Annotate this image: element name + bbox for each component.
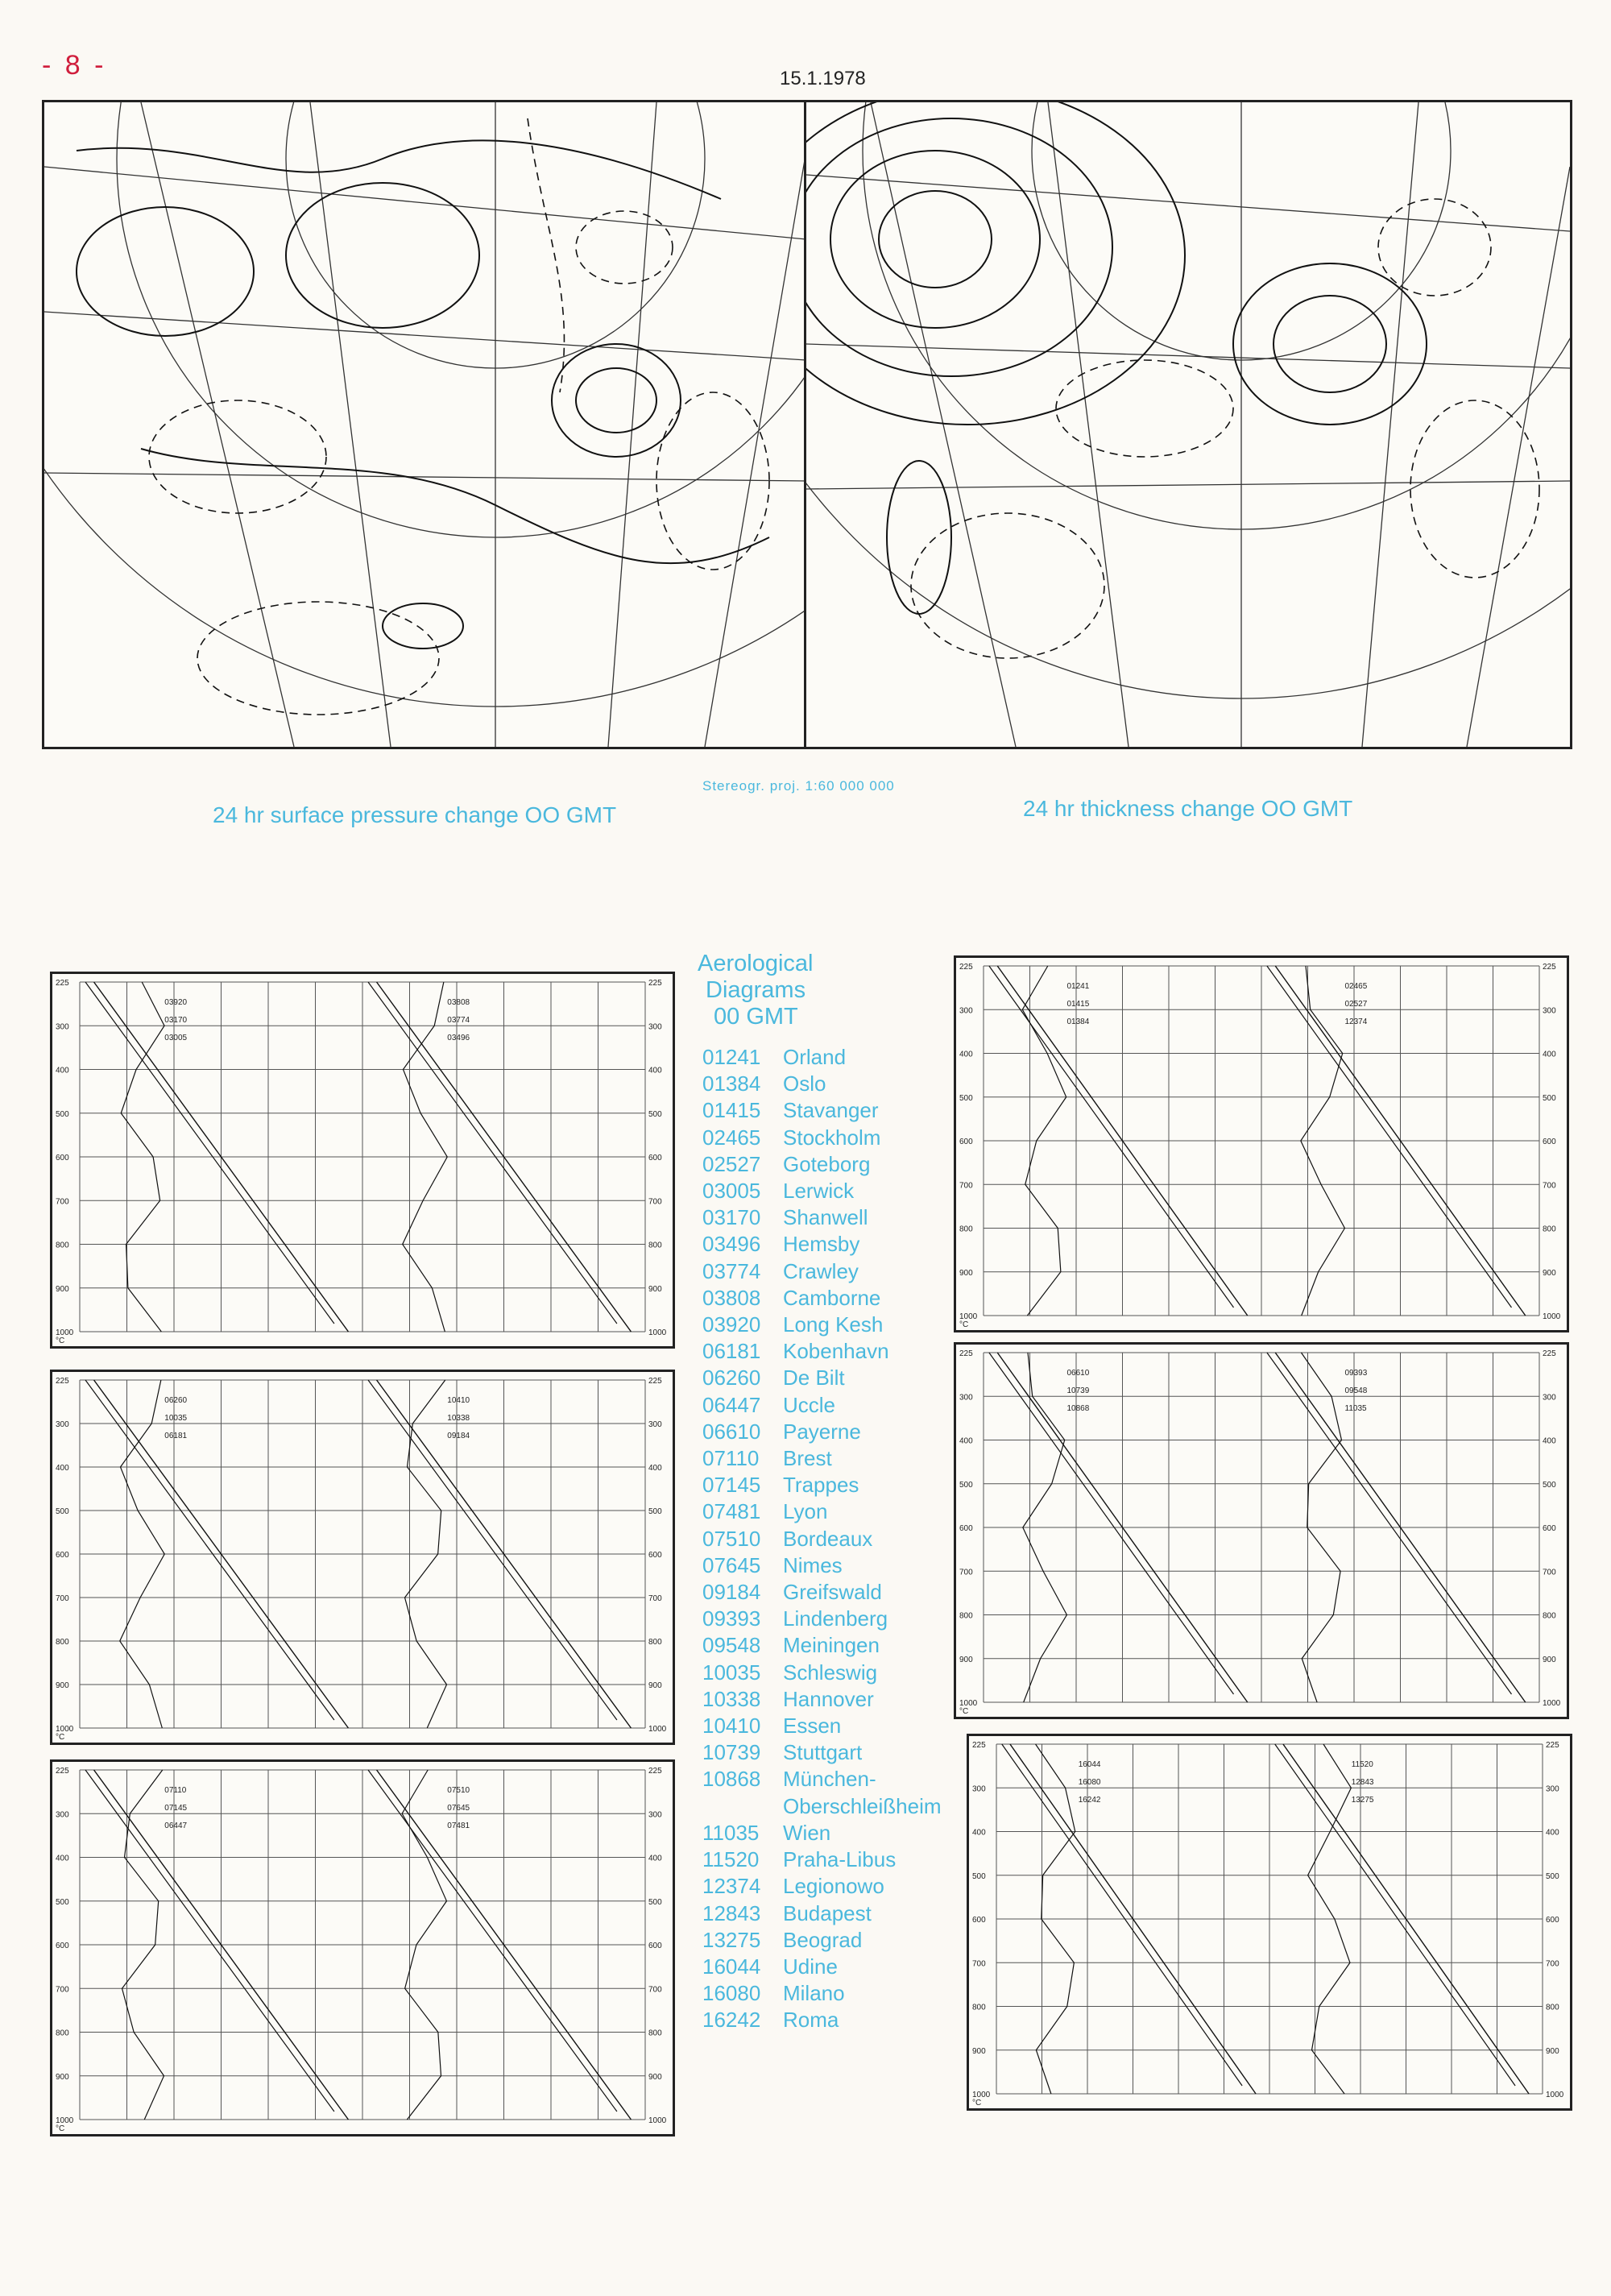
pressure-tick-label: 1000 <box>56 1328 74 1337</box>
pressure-tick-label: 500 <box>648 1507 662 1516</box>
pressure-tick-label: 500 <box>648 1109 662 1119</box>
station-name: Goteborg <box>783 1151 871 1176</box>
pressure-tick-label: 300 <box>56 1022 69 1032</box>
pressure-tick-label: 300 <box>959 1006 973 1016</box>
pressure-tick-label: 800 <box>56 2029 69 2038</box>
pressure-tick-label: 500 <box>959 1480 973 1490</box>
diagram-station-code: 06447 <box>164 1821 188 1830</box>
aerological-diagram-2 <box>50 1370 675 1745</box>
pressure-tick-label: 300 <box>972 1784 986 1794</box>
thickness-change-map <box>804 100 1572 749</box>
pressure-tick-label: 700 <box>959 1181 973 1191</box>
pressure-tick-label: 800 <box>56 1638 69 1647</box>
station-code: 09548 <box>702 1633 761 1658</box>
pressure-tick-label: 700 <box>1543 1568 1556 1577</box>
unit-label: °C <box>959 1320 969 1329</box>
aerological-diagram-5 <box>954 1342 1569 1719</box>
pressure-tick-label: 800 <box>972 2003 986 2012</box>
diagram-station-code: 16080 <box>1078 1778 1101 1787</box>
pressure-tick-label: 500 <box>56 1897 69 1907</box>
legend-title-line-1: Aerological <box>698 951 814 976</box>
pressure-tick-label: 225 <box>648 979 662 988</box>
diagram-station-code: 03808 <box>447 998 470 1007</box>
station-list-item <box>702 1178 942 1204</box>
dewpoint-curve <box>368 982 617 1324</box>
station-name: Praha-Libus <box>783 1847 897 1872</box>
station-list-item <box>702 1873 942 1900</box>
pressure-tick-label: 300 <box>648 1810 662 1820</box>
station-code: 07110 <box>702 1446 760 1471</box>
station-name: Schleswig <box>783 1660 878 1685</box>
station-code: 02465 <box>702 1125 761 1150</box>
diagram-station-code: 01241 <box>1066 982 1090 991</box>
dewpoint-curve <box>368 1770 617 2112</box>
pressure-tick-label: 1000 <box>959 1312 978 1321</box>
station-name: Nimes <box>783 1552 843 1577</box>
station-code: 03808 <box>702 1285 761 1310</box>
station-list-item <box>702 1338 942 1365</box>
pressure-tick-label: 700 <box>56 1985 69 1995</box>
station-code: 03920 <box>702 1312 761 1337</box>
station-list-item <box>702 1660 942 1686</box>
unit-label: °C <box>56 2124 65 2133</box>
station-code: 12374 <box>702 1874 761 1899</box>
station-code: 06260 <box>702 1366 761 1390</box>
diagram-station-code: 01384 <box>1066 1017 1090 1026</box>
pressure-tick-label: 225 <box>972 1741 986 1750</box>
station-code: 01384 <box>702 1071 761 1096</box>
station-code: 03005 <box>702 1179 761 1204</box>
pressure-tick-label: 600 <box>56 1551 69 1560</box>
station-code: 09184 <box>702 1580 761 1605</box>
pressure-tick-label: 1000 <box>648 1725 667 1734</box>
thickness-change-map-graphic <box>806 102 1570 747</box>
pressure-tick-label: 700 <box>648 1594 662 1603</box>
unit-label: °C <box>56 1733 65 1742</box>
diagram-station-code: 07510 <box>447 1786 470 1795</box>
pressure-tick-label: 600 <box>648 1551 662 1560</box>
station-list-item <box>702 1713 942 1739</box>
pressure-tick-label: 400 <box>648 1066 662 1075</box>
pressure-tick-label: 1000 <box>972 2091 991 2099</box>
pressure-tick-label: 300 <box>56 1420 69 1429</box>
station-name: Lindenberg <box>783 1606 888 1631</box>
diagram-station-code: 11035 <box>1344 1404 1367 1413</box>
station-name: Payerne <box>783 1419 861 1444</box>
station-list-item <box>702 1365 942 1391</box>
diagram-station-code: 10035 <box>164 1414 188 1423</box>
diagram-1-graphic <box>52 974 673 1346</box>
dewpoint-curve <box>85 1380 334 1720</box>
station-code: 10739 <box>702 1740 761 1765</box>
diagram-station-code: 03496 <box>447 1034 470 1042</box>
station-code: 16044 <box>702 1954 761 1979</box>
aerological-diagram-1 <box>50 972 675 1349</box>
station-list-item <box>702 1846 942 1873</box>
diagram-station-code: 07645 <box>447 1804 470 1813</box>
dewpoint-curve <box>1002 1744 1242 2086</box>
pressure-tick-label: 300 <box>648 1022 662 1032</box>
station-name: Oberschleißheim <box>783 1793 942 1818</box>
station-code: 07481 <box>702 1499 761 1524</box>
station-list-item <box>702 1392 942 1419</box>
pressure-tick-label: 400 <box>972 1828 986 1838</box>
pressure-tick-label: 300 <box>1546 1784 1559 1794</box>
page-date: 15.1.1978 <box>780 68 866 89</box>
station-name: Lerwick <box>783 1179 855 1204</box>
station-list-item <box>702 2007 942 2033</box>
pressure-tick-label: 700 <box>1546 1959 1559 1969</box>
pressure-tick-label: 900 <box>648 2072 662 2082</box>
pressure-tick-label: 400 <box>56 1854 69 1863</box>
pressure-tick-label: 600 <box>648 1154 662 1163</box>
pressure-tick-label: 225 <box>1543 963 1556 972</box>
station-list-item <box>702 1686 942 1713</box>
pressure-tick-label: 700 <box>648 1985 662 1995</box>
station-code: 16242 <box>702 2008 761 2033</box>
station-name: Brest <box>783 1446 832 1471</box>
diagram-station-code: 10868 <box>1066 1404 1090 1413</box>
pressure-tick-label: 800 <box>1543 1225 1556 1234</box>
pressure-tick-label: 1000 <box>648 1328 667 1337</box>
pressure-tick-label: 300 <box>959 1393 973 1403</box>
pressure-tick-label: 225 <box>56 979 69 988</box>
pressure-tick-label: 600 <box>959 1524 973 1533</box>
diagram-station-code: 10338 <box>447 1414 470 1423</box>
diagram-station-code: 02527 <box>1344 1000 1368 1009</box>
diagram-4-graphic <box>956 958 1567 1330</box>
diagram-station-code: 13275 <box>1351 1796 1374 1805</box>
diagram-station-code: 06181 <box>164 1432 188 1440</box>
pressure-tick-label: 800 <box>959 1225 973 1234</box>
station-list-item <box>702 1526 942 1552</box>
diagram-station-code: 16044 <box>1078 1760 1101 1769</box>
station-name: Hannover <box>783 1686 874 1711</box>
station-list-item <box>702 1498 942 1525</box>
pressure-tick-label: 400 <box>648 1854 662 1863</box>
diagram-station-code: 12374 <box>1344 1017 1368 1026</box>
pressure-tick-label: 225 <box>648 1377 662 1386</box>
station-name: Stockholm <box>783 1125 881 1150</box>
pressure-tick-label: 800 <box>648 1638 662 1647</box>
diagram-station-code: 03170 <box>164 1016 188 1025</box>
station-name: Stavanger <box>783 1098 879 1123</box>
pressure-tick-label: 1000 <box>56 2116 74 2125</box>
pressure-tick-label: 400 <box>56 1066 69 1075</box>
station-list-item <box>702 1900 942 1927</box>
pressure-tick-label: 700 <box>648 1197 662 1207</box>
station-list-item <box>702 1312 942 1338</box>
station-list-item <box>702 1204 942 1231</box>
pressure-tick-label: 900 <box>959 1268 973 1278</box>
diagram-station-code: 16242 <box>1078 1796 1101 1805</box>
pressure-tick-label: 900 <box>1546 2046 1559 2056</box>
pressure-tick-label: 225 <box>56 1377 69 1386</box>
pressure-tick-label: 700 <box>959 1568 973 1577</box>
pressure-tick-label: 1000 <box>1546 2091 1564 2099</box>
station-code: 11035 <box>702 1820 760 1845</box>
right-map-caption: 24 hr thickness change OO GMT <box>1023 796 1353 821</box>
station-name: Hemsby <box>783 1232 860 1257</box>
pressure-tick-label: 225 <box>56 1767 69 1776</box>
station-name: Udine <box>783 1954 838 1979</box>
pressure-tick-label: 900 <box>56 1284 69 1294</box>
station-name: Uccle <box>783 1392 836 1417</box>
station-list-item <box>702 1231 942 1258</box>
pressure-tick-label: 300 <box>648 1420 662 1429</box>
unit-label: °C <box>972 2099 982 2107</box>
diagram-station-code: 09184 <box>447 1432 470 1440</box>
pressure-tick-label: 400 <box>959 1050 973 1059</box>
pressure-tick-label: 500 <box>1546 1871 1559 1881</box>
pressure-tick-label: 900 <box>56 2072 69 2082</box>
station-list-item <box>702 1097 942 1124</box>
diagram-station-code: 03920 <box>164 998 188 1007</box>
station-list-item <box>702 1071 942 1097</box>
projection-note: Stereogr. proj. 1:60 000 000 <box>702 778 895 794</box>
pressure-tick-label: 800 <box>1543 1611 1556 1621</box>
pressure-tick-label: 900 <box>1543 1268 1556 1278</box>
station-name: Meiningen <box>783 1633 880 1658</box>
station-code: 10035 <box>702 1660 761 1685</box>
pressure-tick-label: 300 <box>56 1810 69 1820</box>
station-code: 10338 <box>702 1686 761 1711</box>
station-name: Legionowo <box>783 1874 884 1899</box>
legend-title-line-3: 00 GMT <box>714 1004 798 1030</box>
diagram-station-code: 06260 <box>164 1396 188 1405</box>
station-name: Long Kesh <box>783 1312 884 1337</box>
station-name: Essen <box>783 1714 842 1739</box>
station-list-item <box>702 1739 942 1766</box>
station-name: Shanwell <box>783 1205 868 1230</box>
pressure-tick-label: 1000 <box>1543 1312 1561 1321</box>
station-list-item <box>702 1445 942 1472</box>
station-list-item <box>702 1606 942 1632</box>
pressure-tick-label: 900 <box>959 1655 973 1664</box>
station-list-item <box>702 1552 942 1579</box>
station-code: 13275 <box>702 1927 761 1952</box>
station-code: 16080 <box>702 1981 761 2006</box>
pressure-tick-label: 900 <box>1543 1655 1556 1664</box>
diagram-2-graphic <box>52 1372 673 1743</box>
station-list-item <box>702 1793 942 1820</box>
station-list-item <box>702 1044 942 1071</box>
diagram-station-code: 12843 <box>1351 1778 1374 1787</box>
station-code <box>702 1793 775 1820</box>
pressure-tick-label: 500 <box>1543 1480 1556 1490</box>
aerological-diagram-4 <box>954 955 1569 1332</box>
pressure-tick-label: 800 <box>648 1241 662 1250</box>
station-list-item <box>702 1125 942 1151</box>
pressure-tick-label: 500 <box>959 1093 973 1103</box>
pressure-tick-label: 600 <box>972 1916 986 1925</box>
pressure-tick-label: 900 <box>648 1681 662 1690</box>
station-name: Milano <box>783 1981 845 2006</box>
station-name: Crawley <box>783 1258 859 1283</box>
station-name: Bordeaux <box>783 1526 873 1551</box>
diagram-station-code: 06610 <box>1066 1369 1090 1378</box>
diagram-station-code: 10739 <box>1066 1386 1090 1395</box>
dewpoint-curve <box>368 1380 617 1720</box>
pressure-tick-label: 1000 <box>56 1725 74 1734</box>
pressure-tick-label: 800 <box>648 2029 662 2038</box>
pressure-tick-label: 1000 <box>648 2116 667 2125</box>
pressure-tick-label: 600 <box>56 1154 69 1163</box>
diagram-station-code: 03005 <box>164 1034 188 1042</box>
station-code: 03774 <box>702 1258 761 1283</box>
legend-title <box>698 951 813 1030</box>
station-list-item <box>702 1927 942 1954</box>
diagram-station-code: 01415 <box>1066 1000 1090 1009</box>
station-name: Orland <box>783 1045 847 1069</box>
station-name: Lyon <box>783 1499 828 1524</box>
station-name: Beograd <box>783 1927 863 1952</box>
diagram-station-code: 10410 <box>447 1396 470 1405</box>
pressure-tick-label: 225 <box>1543 1349 1556 1358</box>
diagram-station-code: 07481 <box>447 1821 470 1830</box>
station-code: 06447 <box>702 1392 761 1417</box>
dewpoint-curve <box>85 1770 334 2112</box>
surface-pressure-change-map-graphic <box>44 102 806 747</box>
pressure-tick-label: 800 <box>959 1611 973 1621</box>
pressure-tick-label: 400 <box>56 1464 69 1473</box>
pressure-tick-label: 700 <box>56 1594 69 1603</box>
aerological-diagram-6 <box>967 1734 1572 2111</box>
diagram-5-graphic <box>956 1345 1567 1717</box>
pressure-tick-label: 400 <box>648 1464 662 1473</box>
diagram-6-graphic <box>969 1736 1570 2108</box>
left-map-caption: 24 hr surface pressure change OO GMT <box>213 802 617 827</box>
pressure-tick-label: 900 <box>648 1284 662 1294</box>
station-list-item <box>702 1472 942 1498</box>
station-list-item <box>702 1980 942 2007</box>
unit-label: °C <box>959 1707 969 1716</box>
pressure-tick-label: 700 <box>972 1959 986 1969</box>
station-code: 12843 <box>702 1900 761 1925</box>
station-name: Oslo <box>783 1071 826 1096</box>
station-code: 10868 <box>702 1767 761 1792</box>
pressure-tick-label: 225 <box>959 963 973 972</box>
pressure-tick-label: 700 <box>1543 1181 1556 1191</box>
pressure-tick-label: 600 <box>1546 1916 1559 1925</box>
pressure-tick-label: 400 <box>1543 1050 1556 1059</box>
diagram-station-code: 02465 <box>1344 982 1368 991</box>
station-list-item <box>702 1632 942 1659</box>
aerological-diagram-3 <box>50 1759 675 2136</box>
station-code: 06610 <box>702 1419 761 1444</box>
station-list-item <box>702 1954 942 1980</box>
pressure-tick-label: 500 <box>56 1109 69 1119</box>
diagram-station-code: 11520 <box>1351 1760 1373 1769</box>
station-code: 07645 <box>702 1552 761 1577</box>
pressure-tick-label: 900 <box>972 2046 986 2056</box>
pressure-tick-label: 500 <box>1543 1093 1556 1103</box>
station-code: 01415 <box>702 1098 761 1123</box>
diagram-3-graphic <box>52 1762 673 2134</box>
pressure-tick-label: 1000 <box>959 1699 978 1708</box>
station-list-item <box>702 1579 942 1606</box>
station-list-item <box>702 1419 942 1445</box>
diagram-station-code: 09548 <box>1344 1386 1368 1395</box>
station-code: 01241 <box>702 1045 761 1069</box>
station-name: Camborne <box>783 1285 881 1310</box>
station-name: Greifswald <box>783 1580 882 1605</box>
diagram-station-code: 09393 <box>1344 1369 1368 1378</box>
pressure-tick-label: 600 <box>1543 1524 1556 1533</box>
station-name: Kobenhavn <box>783 1339 889 1364</box>
dewpoint-curve <box>989 966 1234 1308</box>
pressure-tick-label: 500 <box>972 1871 986 1881</box>
station-name: München- <box>783 1767 876 1792</box>
station-name: Trappes <box>783 1473 859 1498</box>
pressure-tick-label: 600 <box>1543 1138 1556 1146</box>
pressure-tick-label: 800 <box>1546 2003 1559 2012</box>
station-list-item <box>702 1820 942 1846</box>
station-code: 03170 <box>702 1205 761 1230</box>
pressure-tick-label: 500 <box>56 1507 69 1516</box>
pressure-tick-label: 300 <box>1543 1006 1556 1016</box>
diagram-station-code: 03774 <box>447 1016 470 1025</box>
legend-title-line-2: Diagrams <box>706 977 806 1003</box>
station-list-item <box>702 1285 942 1312</box>
pressure-tick-label: 600 <box>959 1138 973 1146</box>
station-name: Roma <box>783 2008 839 2033</box>
pressure-tick-label: 225 <box>648 1767 662 1776</box>
pressure-tick-label: 900 <box>56 1681 69 1690</box>
station-list <box>702 1044 942 2034</box>
station-name: Stuttgart <box>783 1740 863 1765</box>
page-number: - 8 - <box>42 50 107 81</box>
diagram-station-code: 07110 <box>164 1786 187 1795</box>
dewpoint-curve <box>85 982 334 1324</box>
station-name: Wien <box>783 1820 831 1845</box>
pressure-tick-label: 400 <box>1543 1436 1556 1446</box>
pressure-tick-label: 1000 <box>1543 1699 1561 1708</box>
station-code: 06181 <box>702 1339 761 1364</box>
surface-pressure-change-map <box>42 100 809 749</box>
station-code: 03496 <box>702 1232 761 1257</box>
diagram-station-code: 07145 <box>164 1804 188 1813</box>
pressure-tick-label: 400 <box>1546 1828 1559 1838</box>
dewpoint-curve <box>1275 1744 1515 2086</box>
station-code: 10410 <box>702 1714 761 1739</box>
station-code: 07510 <box>702 1526 761 1551</box>
pressure-tick-label: 225 <box>1546 1741 1559 1750</box>
pressure-tick-label: 700 <box>56 1197 69 1207</box>
station-code: 09393 <box>702 1606 761 1631</box>
dewpoint-curve <box>1267 1353 1512 1694</box>
station-code: 02527 <box>702 1151 761 1176</box>
station-list-item <box>702 1766 942 1792</box>
pressure-tick-label: 400 <box>959 1436 973 1446</box>
station-name: De Bilt <box>783 1366 845 1390</box>
pressure-tick-label: 300 <box>1543 1393 1556 1403</box>
pressure-tick-label: 600 <box>648 1942 662 1950</box>
pressure-tick-label: 225 <box>959 1349 973 1358</box>
station-name: Budapest <box>783 1900 872 1925</box>
pressure-tick-label: 800 <box>56 1241 69 1250</box>
unit-label: °C <box>56 1337 65 1345</box>
station-code: 11520 <box>702 1847 760 1872</box>
pressure-tick-label: 500 <box>648 1897 662 1907</box>
station-list-item <box>702 1151 942 1178</box>
station-list-item <box>702 1258 942 1285</box>
pressure-tick-label: 600 <box>56 1942 69 1950</box>
station-code: 07145 <box>702 1473 761 1498</box>
